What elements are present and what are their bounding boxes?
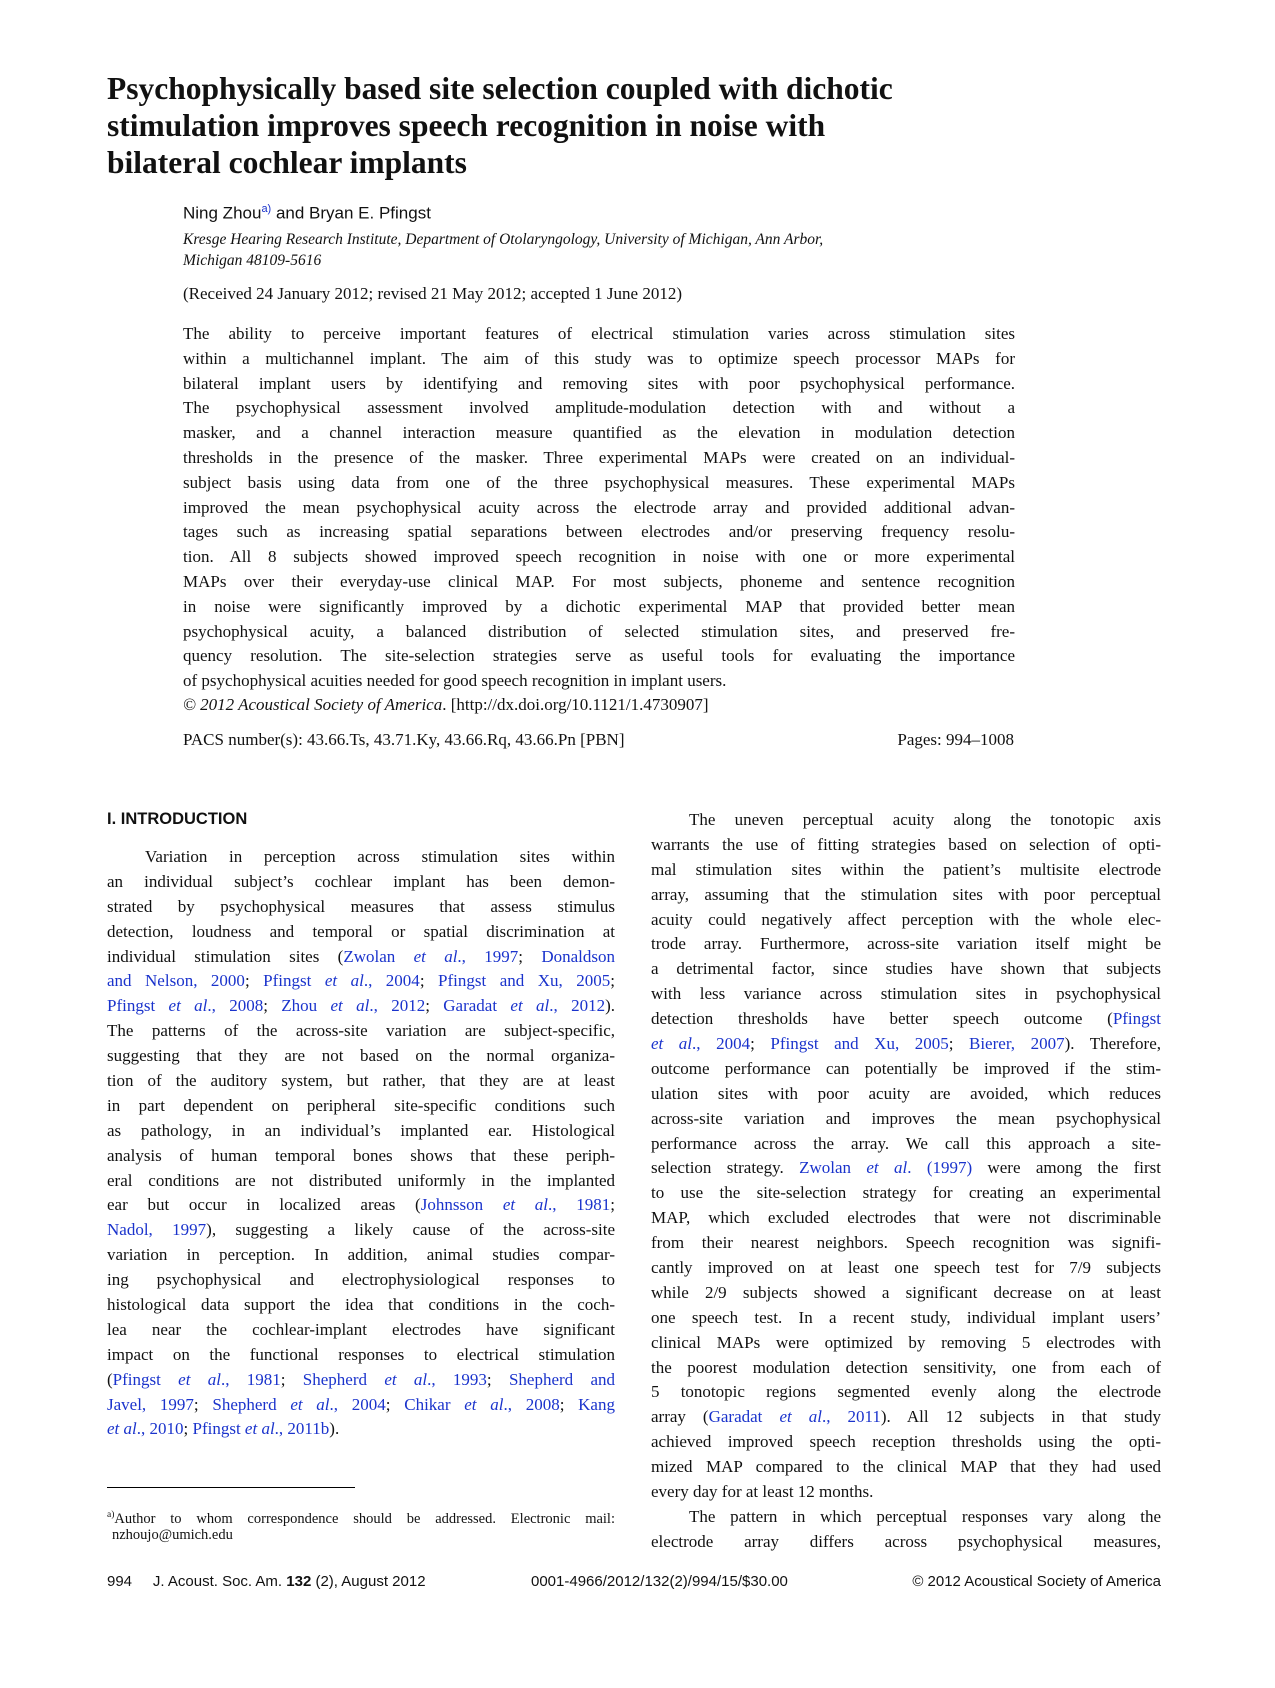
text-line: ear but occur in localized areas (Johnsson et al., 1981; [107,1195,615,1215]
page-range: Pages: 994–1008 [897,730,1014,749]
abstract-line: thresholds in the presence of the masker. Three experimental MAPs were created on an individual- [183,447,1015,467]
text-line: Pfingst et al., 2008; Zhou et al., 2012; Garadat et al., 2012). [107,996,616,1016]
footnote-divider [107,1487,355,1488]
abstract-line: psychophysical acuity, a balanced distribution of selected stimulation sites, and preserved fre- [183,621,1015,641]
citation-link[interactable]: Zwolan et al., 1997 [343,946,519,966]
text-line: while 2/9 subjects showed a significant decrease on at least [651,1282,1161,1302]
text-line: analysis of human temporal bones shows that these periph- [107,1145,615,1165]
citation-link[interactable]: Zwolan et al. (1997) [799,1158,973,1178]
text-line: Variation in perception across stimulation sites within [145,847,615,866]
footnote-line: $^{a)}$Author to whom correspondence should be addressed. Electronic mail: [107,1510,615,1527]
text-line: et al., 2004; Pfingst and Xu, 2005; Bierer, 2007). Therefore, [651,1034,1161,1054]
citation-link[interactable]: Shepherd et al., 1993 [302,1369,487,1389]
copyright-text: © 2012 Acoustical Society of America [183,695,443,714]
text-line: in part dependent on peripheral site-specific conditions such [107,1095,615,1115]
text-line: ing psychophysical and electrophysiological responses to [107,1270,615,1290]
text-line: and Nelson, 2000; Pfingst et al., 2004; Pfingst and Xu, 2005; [107,971,615,991]
received-dates: (Received 24 January 2012; revised 21 May 2012; accepted 1 June 2012) [183,284,682,303]
citation-link[interactable]: Pfingst et al., 2011b [192,1419,330,1439]
text-line: performance across the array. We call this approach a site- [651,1133,1161,1153]
abstract-line: improved the mean psychophysical acuity across the electrode array and provided additional advan- [183,497,1015,517]
text-line: trode array. Furthermore, across-site variation itself might be [651,934,1161,954]
text-line: one speech test. In a recent study, individual implant users’ [651,1307,1161,1327]
footer-code: 0001-4966/2012/132(2)/994/15/$30.00 [531,1573,788,1590]
page-number: 994 [107,1573,133,1590]
text-line: detection, loudness and temporal or spatial discrimination at [107,921,615,941]
citation-link[interactable]: et al., 2010 [107,1419,184,1439]
text-line: Nadol, 1997), suggesting a likely cause of the across-site [107,1220,615,1240]
citation-link[interactable]: Pfingst and Xu, 2005 [770,1034,949,1054]
citation-link[interactable]: Garadat et al., 2011 [708,1407,881,1427]
text-line: mized MAP compared to the clinical MAP that they had used [651,1457,1161,1477]
copyright-doi [183,695,709,715]
affiliation-line: Kresge Hearing Research Institute, Department of Otolaryngology, University of Michigan, Ann Arbor, [183,231,824,248]
abstract-line: in noise were significantly improved by a dichotic experimental MAP that provided better mean [183,596,1015,616]
text-line: The pattern in which perceptual responses vary along the [689,1506,1161,1526]
text-line: (Pfingst et al., 1981; Shepherd et al., 1993; Shepherd and [107,1369,616,1389]
citation-link[interactable]: Garadat et al., 2012 [443,996,606,1016]
abstract-line: masker, and a channel interaction measure quantified as the elevation in modulation detection [183,423,1015,443]
text-line: variation in perception. In addition, animal studies compar- [107,1245,615,1265]
abstract-line: MAPs over their everyday-use clinical MAP. For most subjects, phoneme and sentence recognition [183,571,1015,591]
text-run: individual stimulation sites ( [107,946,344,966]
text-line: selection strategy. Zwolan et al. (1997) were among the first [651,1158,1161,1178]
text-line: the poorest modulation detection sensitivity, one from each of [651,1357,1161,1377]
title-line: Psychophysically based site selection coupled with dichotic [107,71,893,106]
footnote-mark: a) [107,1510,115,1520]
author-rest: and Bryan E. Pfingst [271,203,431,223]
text-line: every day for at least 12 months. [651,1482,874,1502]
citation-link[interactable]: Pfingst and Xu, 2005 [438,971,611,991]
author-list [183,203,431,224]
abstract-line: bilateral implant users by identifying and removing sites with poor psychophysical performance. [183,373,1015,393]
abstract [183,322,1015,694]
abstract-line: tages such as increasing spatial separations between electrodes and/or preserving frequency resolu- [183,522,1015,542]
citation-link[interactable]: Donaldson [541,946,615,966]
text-line: lea near the cochlear-implant electrodes have significant [107,1319,615,1339]
text-line: mal stimulation sites within the patient’s multisite electrode [651,859,1161,879]
text-line: tion of the auditory system, but rather, that they are at least [107,1071,615,1091]
text-line: strated by psychophysical measures that assess stimulus [107,896,615,916]
doi-link[interactable]: . [http://dx.doi.org/10.1121/1.4730907] [442,695,709,714]
citation-link[interactable]: Nadol, 1997 [107,1220,207,1240]
text-line: from their nearest neighbors. Speech recognition was signifi- [651,1233,1161,1253]
text-line: Javel, 1997; Shepherd et al., 2004; Chikar et al., 2008; Kang [107,1394,615,1414]
text-line: warrants the use of fitting strategies based on selection of opti- [651,834,1161,854]
title-line: stimulation improves speech recognition in noise with [107,108,826,143]
abstract-line: tion. All 8 subjects showed improved speech recognition in noise with one or more experimental [183,547,1015,567]
title-line: bilateral cochlear implants [107,145,467,180]
affiliation-line: Michigan 48109-5616 [183,252,322,269]
author-first: Ning Zhou [183,203,262,223]
footnote-mark-link[interactable]: a) [261,203,272,215]
text-line: cantly improved on at least one speech test for 7/9 subjects [651,1258,1161,1278]
text-line: achieved improved speech reception thresholds using the opti- [651,1432,1161,1452]
citation-link[interactable]: Pfingst et al., 2004 [263,971,420,991]
affiliation [183,229,823,271]
text-line: detection thresholds have better speech outcome (Pfingst [651,1009,1161,1029]
text-line: outcome performance can potentially be improved if the stim- [651,1058,1161,1078]
text-line: suggesting that they are not based on the normal organiza- [107,1046,615,1066]
page-footer [107,1573,1161,1593]
citation-link[interactable]: Johnsson et al., 1981 [420,1195,611,1215]
citation-link[interactable]: and Nelson, 2000 [107,971,245,991]
left-column [107,845,615,1442]
right-column [651,808,1161,1555]
citation-link[interactable]: Kang [578,1394,615,1414]
footer-citation: 994 J. Acoust. Soc. Am. 132 (2), August 2012 [107,1573,426,1590]
text-line: an individual subject’s cochlear implant has been demon- [107,871,615,891]
pacs-numbers: PACS number(s): 43.66.Ts, 43.71.Ky, 43.66.Rq, 43.66.Pn [PBN] [183,730,625,749]
citation-link[interactable]: Pfingst [1112,1009,1161,1029]
abstract-line: subject basis using data from one of the three psychophysical measures. These experimental MAPs [183,472,1015,492]
footnote-email-link[interactable]: nzhoujo@umich.edu [112,1527,233,1543]
citation-link[interactable]: Javel, 1997 [107,1394,194,1414]
citation-link[interactable]: Zhou et al., 2012 [281,996,426,1016]
abstract-line: within a multichannel implant. The aim of this study was to optimize speech processor MAPs for [183,348,1015,368]
text-line: MAP, which excluded electrodes that were not discriminable [651,1208,1161,1228]
citation-link[interactable]: Shepherd et al., 2004 [212,1394,386,1414]
citation-link[interactable]: et al., 2004 [651,1034,751,1054]
text-line: electrode array differs across psychophysical measures, [651,1531,1161,1551]
text-line: a detrimental factor, since studies have shown that subjects [651,959,1161,979]
text-line: 5 tonotopic regions segmented evenly along the electrode [651,1382,1161,1402]
citation-link[interactable]: Chikar et al., 2008 [404,1394,560,1414]
footnote [107,1505,615,1545]
text-line: The patterns of the across-site variation are subject-specific, [107,1021,615,1041]
text-line: array, assuming that the stimulation sites with poor perceptual [651,884,1161,904]
text-line: impact on the functional responses to electrical stimulation [107,1344,615,1364]
abstract-line: quency resolution. The site-selection strategies serve as useful tools for evaluating the importance [183,646,1015,666]
text-line: across-site variation and improves the mean psychophysical [651,1108,1161,1128]
text-line: with less variance across stimulation sites in psychophysical [651,984,1161,1004]
article-title [107,70,1127,181]
text-line: individual stimulation sites (Zwolan et al., 1997; Donaldson [107,946,615,966]
text-line: ulation sites with poor acuity are avoided, which reduces [651,1083,1161,1103]
text-line: histological data support the idea that conditions in the coch- [107,1295,615,1315]
text-line: clinical MAPs were optimized by removing 5 electrodes with [651,1332,1161,1352]
citation-link[interactable]: Pfingst et al., 1981 [112,1369,281,1389]
abstract-line: of psychophysical acuities needed for good speech recognition in implant users. [183,671,727,691]
text-line: to use the site-selection strategy for creating an experimental [651,1183,1161,1203]
citation-link[interactable]: Bierer, 2007 [969,1034,1065,1054]
section-heading: I. INTRODUCTION [107,810,248,828]
footer-copyright: © 2012 Acoustical Society of America [912,1573,1161,1590]
abstract-line: The psychophysical assessment involved amplitude-modulation detection with and without a [183,398,1015,418]
text-line: acuity could negatively affect perception with the whole elec- [651,909,1161,929]
citation-link[interactable]: Pfingst et al., 2008 [107,996,264,1016]
text-line: The uneven perceptual acuity along the tonotopic axis [689,810,1161,829]
citation-link[interactable]: Shepherd and [508,1369,616,1389]
text-line: as pathology, in an individual’s implanted ear. Histological [107,1120,615,1140]
text-line: array (Garadat et al., 2011). All 12 subjects in that study [651,1407,1161,1427]
abstract-line: The ability to perceive important features of electrical stimulation varies across stimulation sites [183,324,1015,343]
text-line: et al., 2010; Pfingst et al., 2011b). [107,1419,340,1439]
text-line: eral conditions are not distributed uniformly in the implanted [107,1170,615,1190]
